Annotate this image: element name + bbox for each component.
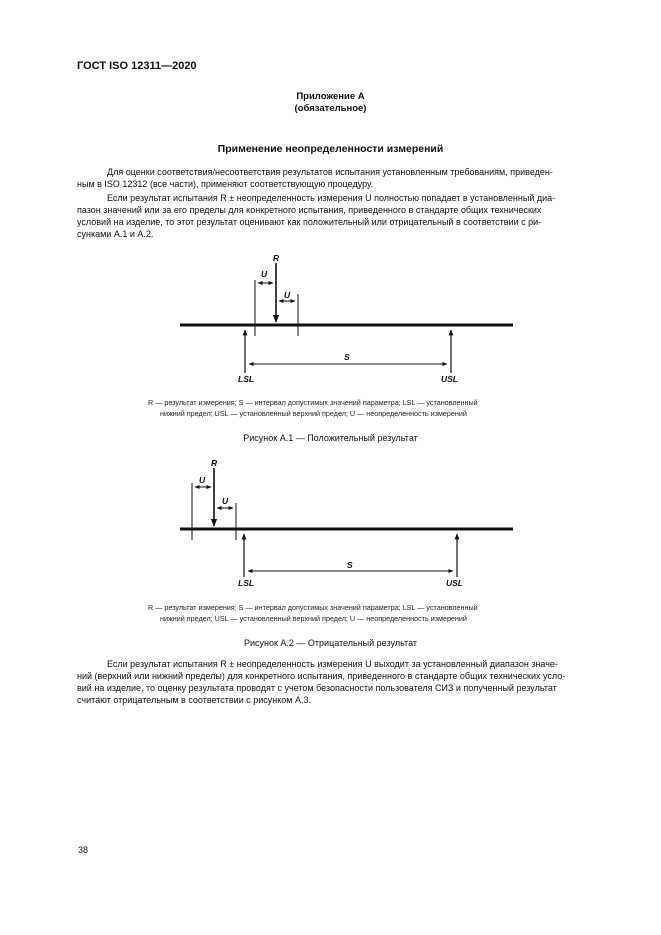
figure-a1-diagram bbox=[0, 250, 661, 390]
u-left-label: U bbox=[199, 475, 206, 485]
figure-a2-legend bbox=[148, 603, 568, 624]
paragraph-line: ний (верхний или нижний пределы) для конкретного испытания, приведенного в стандарте общих технических усло- bbox=[77, 671, 566, 682]
page-number: 38 bbox=[78, 845, 89, 855]
lsl-label: LSL bbox=[238, 374, 255, 384]
u-right-label: U bbox=[284, 290, 291, 300]
figure-a2-diagram bbox=[0, 455, 661, 595]
paragraph-3 bbox=[77, 658, 613, 706]
section-title: Применение неопределенности измерений bbox=[217, 143, 444, 155]
legend-line: R — результат измерения; S — интервал допустимых значений параметра; LSL — установленный bbox=[148, 603, 478, 612]
legend-line: нижний предел; USL — установленный верхний предел; U — неопределенность измерений bbox=[160, 613, 467, 623]
document-code: ГОСТ ISO 12311—2020 bbox=[77, 60, 197, 72]
s-label: S bbox=[347, 560, 353, 570]
u-right-label: U bbox=[222, 496, 229, 506]
paragraph-line: ным в ISO 12312 (все части), применяют соответствующую процедуру. bbox=[77, 179, 374, 190]
s-label: S bbox=[344, 352, 350, 362]
paragraph-line: Если результат испытания R ± неопределенность измерения U полностью попадает в установленный диа- bbox=[107, 193, 556, 203]
usl-label: USL bbox=[441, 374, 458, 384]
annex-title: Приложение А bbox=[296, 91, 365, 102]
figure-a2-title: Рисунок А.2 — Отрицательный результат bbox=[243, 638, 418, 648]
legend-line: R — результат измерения; S — интервал допустимых значений параметра; LSL — установленный bbox=[148, 398, 478, 407]
legend-line: нижний предел; USL — установленный верхний предел; U — неопределенность измерений bbox=[160, 408, 467, 418]
r-label: R bbox=[273, 253, 280, 263]
paragraph-line: Если результат испытания R ± неопределенность измерения U выходит за установленный диапазон значе- bbox=[107, 659, 558, 669]
paragraph-line: пазон значений или за его пределы для конкретного испытания, приведенного в стандарте общих технических bbox=[77, 205, 542, 216]
paragraph-1 bbox=[77, 166, 613, 190]
figure-a1-title: Рисунок А.1 — Положительный результат bbox=[243, 433, 418, 443]
usl-label: USL bbox=[446, 578, 463, 588]
paragraph-line: Для оценки соответствия/несоответствия результатов испытания установленным требованиям, приведен- bbox=[107, 167, 553, 177]
u-left-label: U bbox=[261, 269, 268, 279]
paragraph-line: вий на изделие, то оценку результата проводят с учетом безопасности пользователя СИЗ и полученный результат bbox=[77, 683, 557, 694]
paragraph-2 bbox=[77, 192, 613, 240]
paragraph-line: сунками А.1 и А.2. bbox=[77, 229, 154, 240]
r-label: R bbox=[211, 458, 218, 468]
annex-status: (обязательное) bbox=[294, 103, 367, 114]
paragraph-line: считают отрицательным в соответствии с рисунком А.3. bbox=[77, 695, 311, 706]
figure-a1-legend bbox=[148, 398, 568, 419]
lsl-label: LSL bbox=[238, 578, 255, 588]
paragraph-line: условий на изделие, то этот результат оценивают как положительный или отрицательный в соответствии с ри- bbox=[77, 217, 542, 228]
